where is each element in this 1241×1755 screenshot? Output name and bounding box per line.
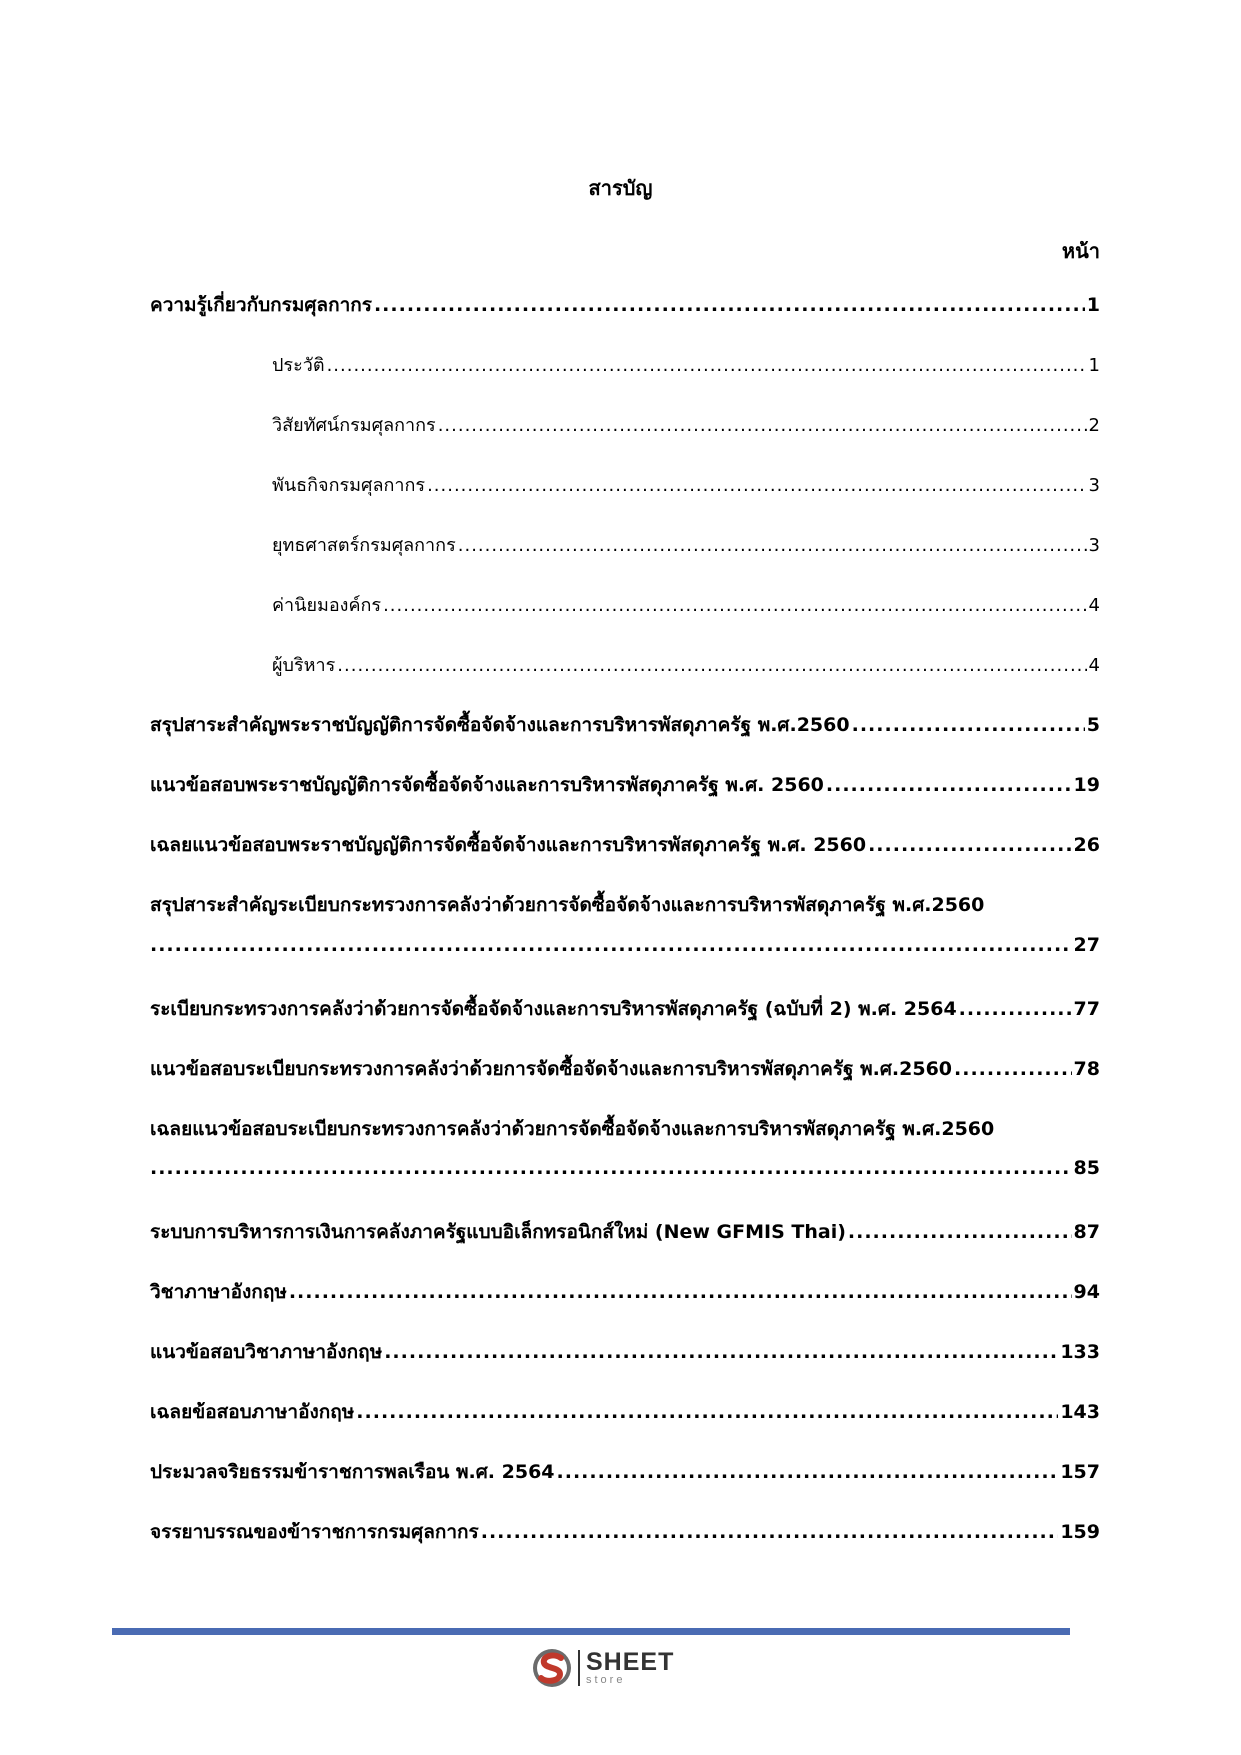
dot-leader [481,1521,1059,1543]
toc-entry-title: แนวข้อสอบระเบียบกระทรวงการคลังว่าด้วยการจัดซื้อจัดจ้างและการบริหารพัสดุภาครัฐ พ.ศ.2560 [150,1058,953,1080]
toc-entry-title: ความรู้เกี่ยวกับกรมศุลกากร [150,294,372,316]
toc-entry-title: ค่านิยมองค์กร [272,595,382,616]
sheet-store-logo [530,1645,674,1691]
toc-entry-title: จรรยาบรรณของข้าราชการกรมศุลกากร [150,1521,479,1543]
s-logo-icon [530,1647,574,1689]
toc-entry-title: วิชาภาษาอังกฤษ [150,1281,287,1303]
toc-entry-page: 159 [1060,1521,1100,1543]
dot-leader [458,535,1087,556]
toc-entry[interactable] [272,410,1100,439]
dot-leader [438,415,1087,436]
toc-entry[interactable] [150,1054,1100,1084]
toc-entry[interactable] [150,1517,1100,1547]
toc-entry[interactable] [150,1457,1100,1487]
toc-entry[interactable] [150,890,1100,920]
dot-leader [557,1461,1059,1483]
toc-entry[interactable] [150,830,1100,860]
toc-entry-page: 133 [1060,1341,1100,1363]
toc-entry-title: เฉลยแนวข้อสอบระเบียบกระทรวงการคลังว่าด้วยการจัดซื้อจัดจ้างและการบริหารพัสดุภาครัฐ พ.ศ.2560 [150,1118,995,1140]
dot-leader [356,1401,1058,1423]
toc-entry-page: 19 [1073,774,1100,796]
toc-entry-page: 87 [1073,1221,1100,1243]
toc-entry-page: 4 [1088,655,1100,676]
toc-entry-continuation[interactable] [150,934,1100,956]
dot-leader [427,475,1086,496]
dot-leader [384,1341,1058,1363]
dot-leader [150,1157,1072,1179]
dot-leader [374,294,1085,316]
toc-entry[interactable] [272,650,1100,679]
toc-entry-title: เฉลยข้อสอบภาษาอังกฤษ [150,1401,355,1423]
dot-leader [826,774,1072,796]
toc-entry[interactable] [150,1277,1100,1307]
dot-leader [868,834,1071,856]
toc-entry[interactable] [150,994,1100,1024]
toc-entry[interactable] [272,590,1100,619]
page-column-header: หน้า [1061,239,1100,263]
toc-entry-page: 78 [1073,1058,1100,1080]
toc-entry[interactable] [150,710,1100,740]
toc-entry-page: 143 [1060,1401,1100,1423]
toc-entry-page: 2 [1088,415,1100,436]
dot-leader [852,714,1085,736]
toc-entry-title: เฉลยแนวข้อสอบพระราชบัญญัติการจัดซื้อจัดจ้างและการบริหารพัสดุภาครัฐ พ.ศ. 2560 [150,834,867,856]
dot-leader [150,934,1072,956]
logo-text [586,1650,674,1686]
toc-entry-page: 3 [1088,535,1100,556]
toc-entry[interactable] [150,1337,1100,1367]
dot-leader [337,655,1086,676]
toc-entry-page: 27 [1073,934,1100,956]
page-title: สารบัญ [588,176,653,200]
toc-entry-title: พันธกิจกรมศุลกากร [272,475,426,496]
toc-entry[interactable] [272,470,1100,499]
toc-entry-title: สรุปสาระสำคัญระเบียบกระทรวงการคลังว่าด้วยการจัดซื้อจัดจ้างและการบริหารพัสดุภาครัฐ พ.ศ.2560 [150,894,985,916]
toc-entry[interactable] [150,1114,1100,1144]
toc-entry-title: ระเบียบกระทรวงการคลังว่าด้วยการจัดซื้อจัดจ้างและการบริหารพัสดุภาครัฐ (ฉบับที่ 2) พ.ศ. 2564 [150,998,957,1020]
toc-entry[interactable] [150,770,1100,800]
toc-entry-page: 1 [1086,294,1100,316]
footer-rule [112,1628,1070,1635]
toc-entry-continuation[interactable] [150,1157,1100,1179]
logo-separator [578,1650,580,1686]
toc-entry-title: วิสัยทัศน์กรมศุลกากร [272,415,436,436]
dot-leader [959,998,1072,1020]
toc-entry-page: 157 [1060,1461,1100,1483]
toc-entry-title: ประวัติ [272,355,325,376]
toc-entry-page: 1 [1088,355,1100,376]
toc-entry-title: ผู้บริหาร [272,655,336,676]
toc-entry[interactable] [272,350,1100,379]
dot-leader [954,1058,1072,1080]
dot-leader [289,1281,1072,1303]
toc-entry[interactable] [150,1397,1100,1427]
toc-entry-title: ระบบการบริหารการเงินการคลังภาครัฐแบบอิเล็กทรอนิกส์ใหม่ (New GFMIS Thai) [150,1221,846,1243]
toc-entry-title: สรุปสาระสำคัญพระราชบัญญัติการจัดซื้อจัดจ้างและการบริหารพัสดุภาครัฐ พ.ศ.2560 [150,714,850,736]
toc-entry-page: 94 [1073,1281,1100,1303]
toc-entry-page: 4 [1088,595,1100,616]
toc-entry-page: 77 [1073,998,1100,1020]
dot-leader [327,355,1087,376]
toc-entry-title: แนวข้อสอบวิชาภาษาอังกฤษ [150,1341,383,1363]
toc-entry[interactable] [272,530,1100,559]
toc-entry-page: 3 [1088,475,1100,496]
toc-entry[interactable] [150,1217,1100,1247]
toc-entry-title: ยุทธศาสตร์กรมศุลกากร [272,535,456,556]
toc-entry-title: แนวข้อสอบพระราชบัญญัติการจัดซื้อจัดจ้างและการบริหารพัสดุภาครัฐ พ.ศ. 2560 [150,774,824,796]
dot-leader [383,595,1086,616]
toc-entry-title: ประมวลจริยธรรมข้าราชการพลเรือน พ.ศ. 2564 [150,1461,555,1483]
dot-leader [848,1221,1072,1243]
logo-sub-text: store [586,1674,626,1686]
toc-entry[interactable] [150,290,1100,320]
toc-entry-page: 5 [1086,714,1100,736]
logo-main-text: SHEET [586,1648,675,1676]
toc-entry-page: 85 [1073,1157,1100,1179]
toc-entry-page: 26 [1073,834,1100,856]
